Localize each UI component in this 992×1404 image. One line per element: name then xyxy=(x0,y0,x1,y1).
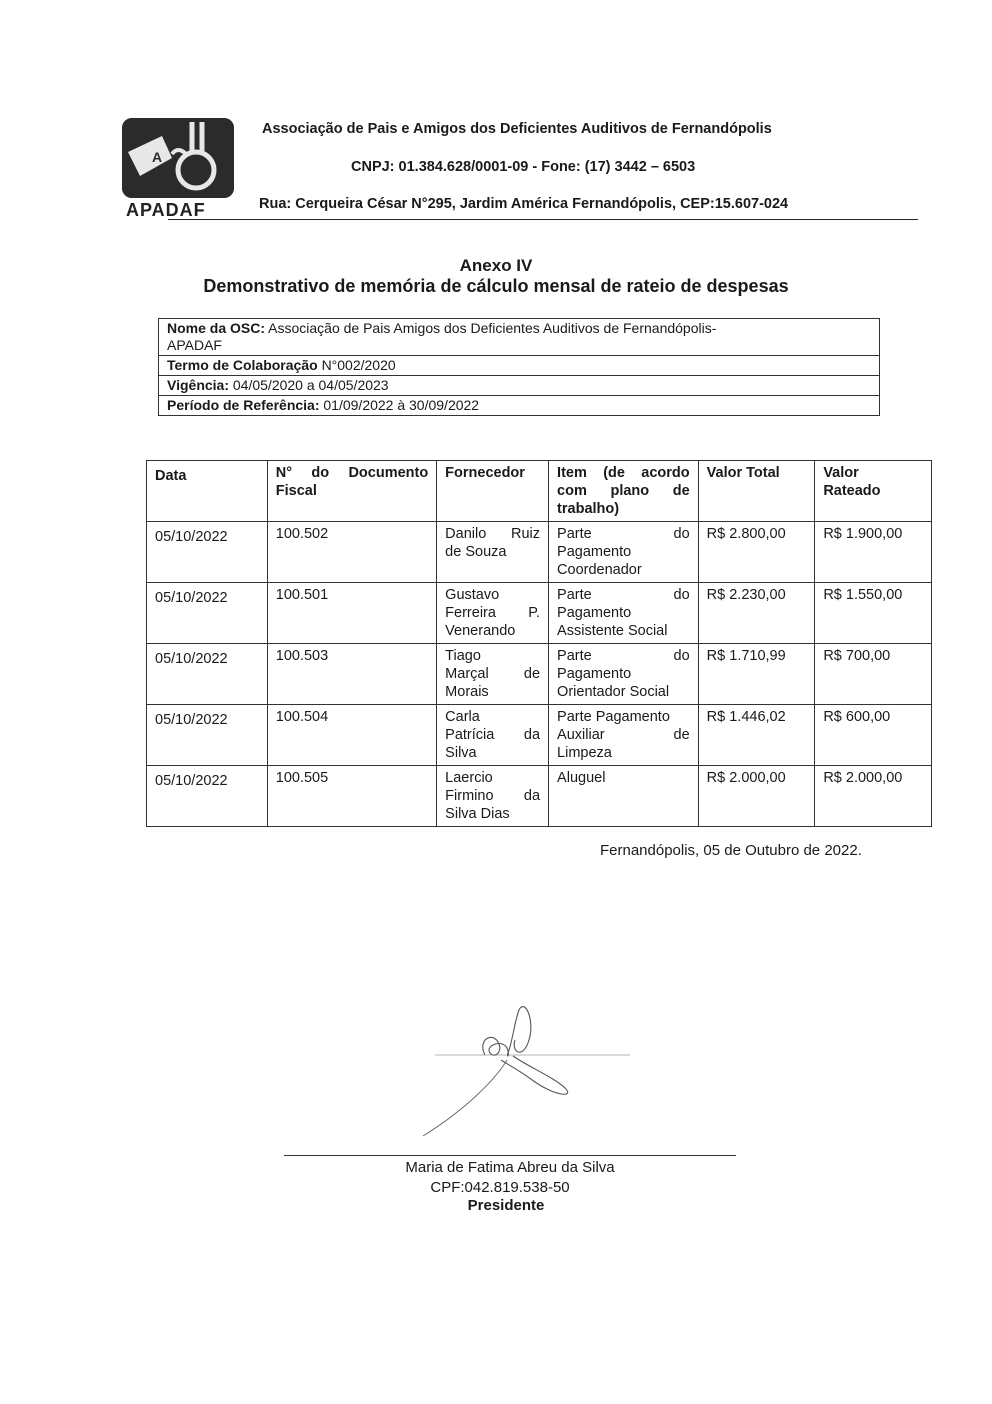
header-item xyxy=(549,461,699,522)
place-date: Fernandópolis, 05 de Outubro de 2022. xyxy=(600,842,862,859)
cell-valor-total: R$ 2.800,00 xyxy=(698,522,815,583)
cell-item xyxy=(549,644,699,705)
item-line: Pagamento xyxy=(557,605,632,621)
forn-line: Morais xyxy=(445,684,489,700)
forn-line: de Souza xyxy=(445,544,507,560)
item-line: Parte do xyxy=(557,587,690,603)
forn-line: Laercio xyxy=(445,770,493,786)
cell-doc: 100.503 xyxy=(267,644,436,705)
header-doc-line1: N° do Documento xyxy=(275,465,429,481)
header-valor-rateado-line1: Valor xyxy=(823,465,859,481)
item-line: Pagamento xyxy=(557,544,632,560)
table-row xyxy=(147,644,932,705)
signatory-cpf: CPF:042.819.538-50 xyxy=(430,1179,570,1196)
signatory-role: Presidente xyxy=(467,1197,545,1214)
signature-line xyxy=(284,1155,736,1156)
forn-line: Danilo Ruiz xyxy=(445,526,541,542)
periodo-value: 01/09/2022 à 30/09/2022 xyxy=(323,397,480,413)
header-valor-rateado-line2: Rateado xyxy=(823,483,881,499)
item-line: Orientador Social xyxy=(557,684,670,700)
item-line: Coordenador xyxy=(557,562,642,578)
cell-valor-total: R$ 2.000,00 xyxy=(698,766,815,827)
periodo-label: Período de Referência: xyxy=(167,397,320,413)
item-line: Parte do xyxy=(557,648,690,664)
cell-valor-rateado: R$ 1.550,00 xyxy=(815,583,932,644)
address: Rua: Cerqueira César N°295, Jardim América Fernandópolis, CEP:15.607-024 xyxy=(259,196,789,212)
item-line: Limpeza xyxy=(557,745,612,761)
cell-doc: 100.505 xyxy=(267,766,436,827)
ear-logo-icon xyxy=(122,118,234,198)
header-valor-total: Valor Total xyxy=(698,461,815,522)
vigencia-row xyxy=(159,376,879,396)
forn-line: Patrícia da xyxy=(445,727,541,743)
forn-line: Silva Dias xyxy=(445,806,510,822)
header-data: Data xyxy=(147,461,268,522)
termo-label: Termo de Colaboração xyxy=(167,357,318,373)
cell-doc: 100.501 xyxy=(267,583,436,644)
header-fornecedor: Fornecedor xyxy=(437,461,549,522)
header-item-line2: com plano de xyxy=(557,483,690,499)
document-title: Demonstrativo de memória de cálculo mensal de rateio de despesas xyxy=(203,276,789,296)
cell-valor-total: R$ 2.230,00 xyxy=(698,583,815,644)
cell-fornecedor xyxy=(437,766,549,827)
cell-item xyxy=(549,522,699,583)
table-header-row xyxy=(147,461,932,522)
cell-data: 05/10/2022 xyxy=(147,705,268,766)
item-line: Pagamento xyxy=(557,666,632,682)
forn-line: Carla xyxy=(445,709,480,725)
item-line: Parte Pagamento xyxy=(557,709,670,725)
org-name: Associação de Pais e Amigos dos Deficientes Auditivos de Fernandópolis xyxy=(262,121,772,137)
annex-title: Anexo IV xyxy=(459,256,533,275)
cell-valor-total: R$ 1.710,99 xyxy=(698,644,815,705)
table-row xyxy=(147,583,932,644)
header-doc-line2: Fiscal xyxy=(275,483,317,499)
cell-fornecedor xyxy=(437,705,549,766)
osc-name-value: Associação de Pais Amigos dos Deficientes Auditivos de Fernandópolis- xyxy=(268,320,717,336)
termo-row xyxy=(159,356,879,376)
table-row xyxy=(147,522,932,583)
item-line: Aluguel xyxy=(557,770,606,786)
cell-valor-rateado: R$ 600,00 xyxy=(815,705,932,766)
forn-line: Gustavo xyxy=(445,587,500,603)
header-divider xyxy=(168,219,918,220)
osc-name-row xyxy=(159,319,879,356)
header-item-line3: trabalho) xyxy=(557,501,620,517)
vigencia-value: 04/05/2020 a 04/05/2023 xyxy=(232,377,389,393)
handwritten-signature xyxy=(415,1000,645,1140)
cell-data: 05/10/2022 xyxy=(147,766,268,827)
cell-item xyxy=(549,766,699,827)
forn-line: Tiago xyxy=(445,648,481,664)
apadaf-logo xyxy=(122,118,236,218)
table-row xyxy=(147,705,932,766)
expense-table xyxy=(146,460,932,827)
vigencia-label: Vigência: xyxy=(167,377,229,393)
header-item-line1: Item (de acordo xyxy=(557,465,690,481)
cell-data: 05/10/2022 xyxy=(147,644,268,705)
cnpj-phone: CNPJ: 01.384.628/0001-09 - Fone: (17) 3442 – 6503 xyxy=(351,159,696,175)
cell-fornecedor xyxy=(437,583,549,644)
cell-data: 05/10/2022 xyxy=(147,583,268,644)
cell-valor-total: R$ 1.446,02 xyxy=(698,705,815,766)
cell-fornecedor xyxy=(437,644,549,705)
osc-info-box xyxy=(158,318,880,416)
termo-value: N°002/2020 xyxy=(321,357,396,373)
forn-line: Marçal de xyxy=(445,666,541,682)
item-line: Parte do xyxy=(557,526,690,542)
svg-text:A: A xyxy=(152,149,163,165)
forn-line: Venerando xyxy=(445,623,516,639)
forn-line: Silva xyxy=(445,745,477,761)
osc-name-label: Nome da OSC: xyxy=(167,320,266,336)
header-valor-rateado xyxy=(815,461,932,522)
logo-text: APADAF xyxy=(126,200,206,220)
logo-emblem xyxy=(122,118,234,198)
cell-valor-rateado: R$ 700,00 xyxy=(815,644,932,705)
header-doc xyxy=(267,461,436,522)
periodo-row xyxy=(159,396,879,415)
table-row xyxy=(147,766,932,827)
cell-valor-rateado: R$ 1.900,00 xyxy=(815,522,932,583)
osc-name-value-cont: APADAF xyxy=(167,337,222,353)
item-line: Auxiliar de xyxy=(557,727,690,743)
forn-line: Ferreira P. xyxy=(445,605,541,621)
signatory-name: Maria de Fatima Abreu da Silva xyxy=(405,1159,615,1176)
forn-line: Firmino da xyxy=(445,788,541,804)
cell-data: 05/10/2022 xyxy=(147,522,268,583)
cell-item xyxy=(549,705,699,766)
cell-valor-rateado: R$ 2.000,00 xyxy=(815,766,932,827)
cell-item xyxy=(549,583,699,644)
item-line: Assistente Social xyxy=(557,623,668,639)
cell-fornecedor xyxy=(437,522,549,583)
cell-doc: 100.502 xyxy=(267,522,436,583)
cell-doc: 100.504 xyxy=(267,705,436,766)
